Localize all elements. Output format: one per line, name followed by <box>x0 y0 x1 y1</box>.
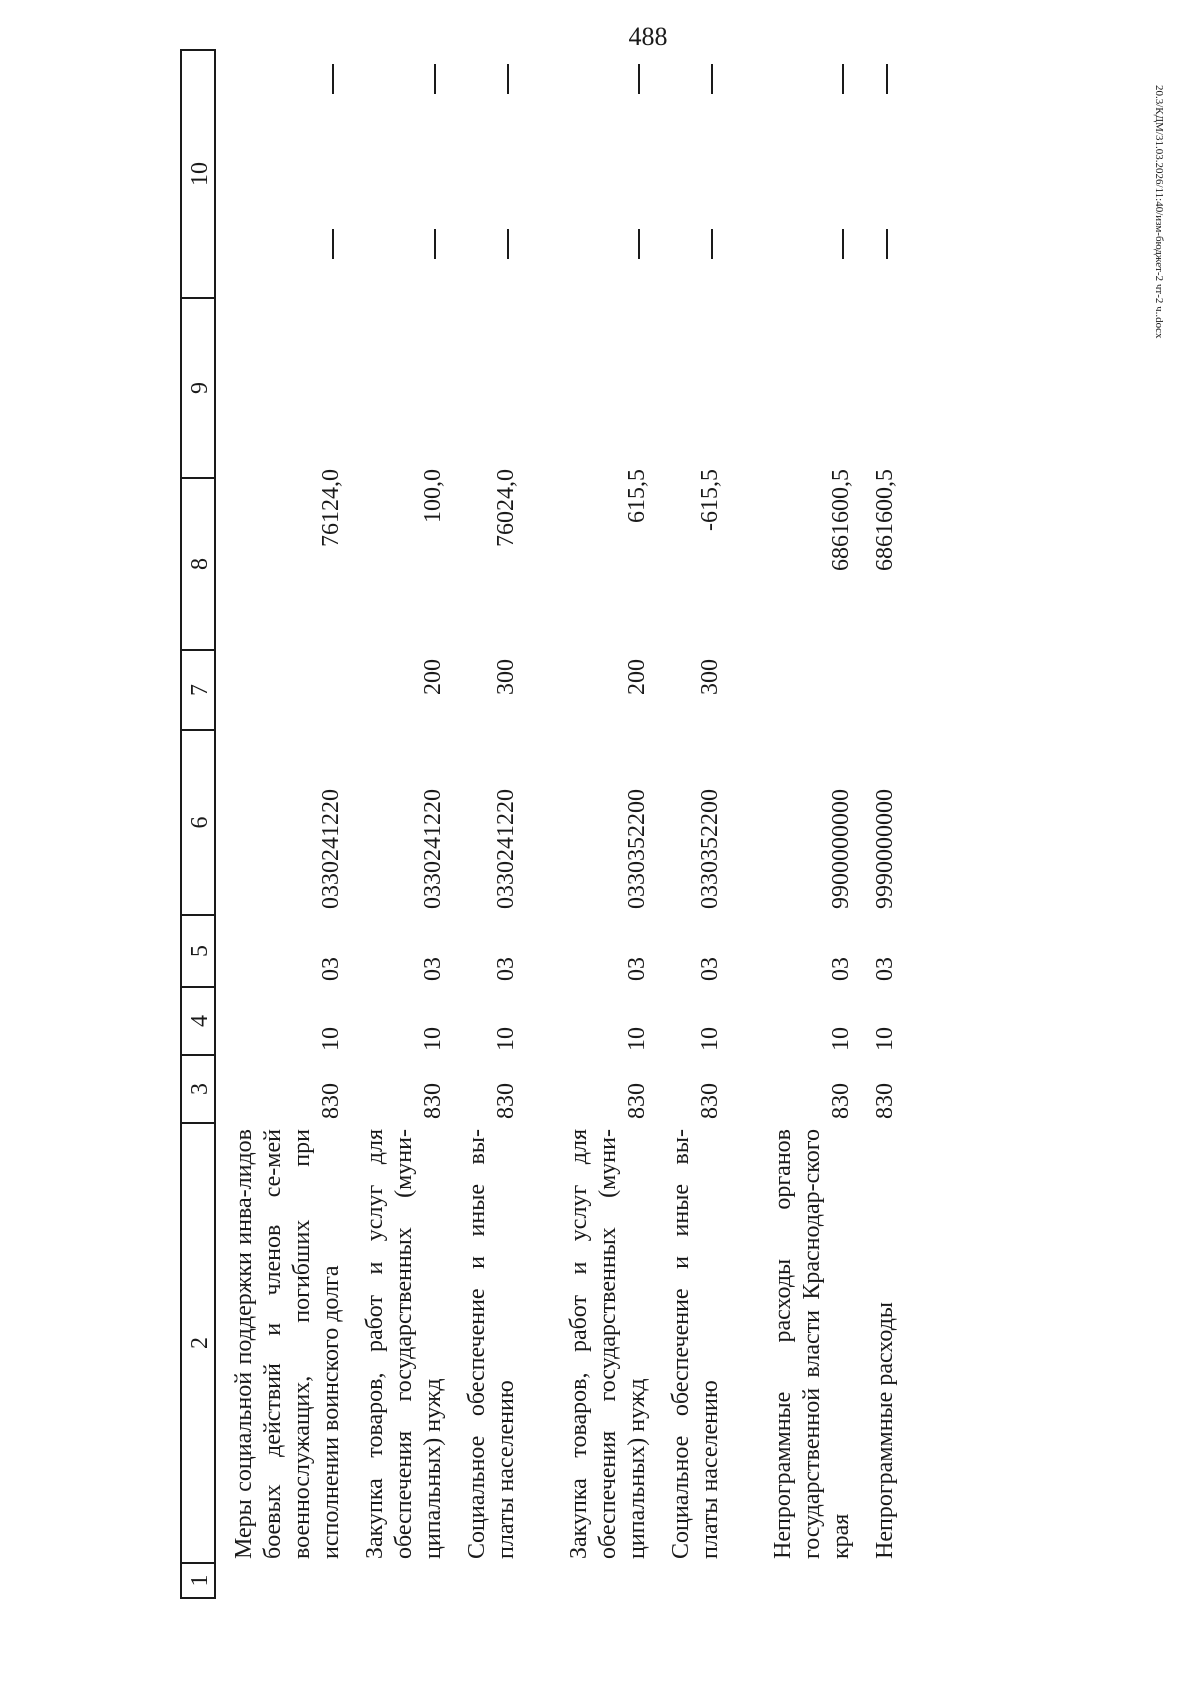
row-col-4: 10 <box>697 1027 723 1051</box>
table-left-border <box>180 1597 216 1599</box>
row-col-3: 830 <box>828 1083 854 1119</box>
row-col-8: 615,5 <box>624 469 650 523</box>
row-col-5: 03 <box>872 957 898 981</box>
row-col-10-dash <box>711 64 713 94</box>
row-description: Закупка товаров, работ и услуг для обеспечения государственных (муни-ципальных) нужд <box>566 1129 650 1559</box>
row-col-9-dash <box>842 229 844 259</box>
row-col-3: 830 <box>624 1083 650 1119</box>
row-col-7: 200 <box>624 659 650 695</box>
row-col-5: 03 <box>493 957 519 981</box>
page-number: 488 <box>628 22 668 51</box>
row-col-3: 830 <box>318 1083 344 1119</box>
row-col-9-dash <box>638 229 640 259</box>
row-col-6: 0330241220 <box>318 789 344 909</box>
row-col-3: 830 <box>697 1083 723 1119</box>
row-description: Непрограммные расходы <box>872 1301 898 1559</box>
row-col-4: 10 <box>624 1027 650 1051</box>
row-col-10-dash <box>507 64 509 94</box>
row-col-5: 03 <box>420 957 446 981</box>
row-description: Закупка товаров, работ и услуг для обеспечения государственных (муни-ципальных) нужд <box>362 1129 446 1559</box>
row-col-8: 6861600,5 <box>828 469 854 571</box>
header-col-6: 6 <box>180 731 216 916</box>
header-col-9: 9 <box>180 299 216 479</box>
row-col-8: 76124,0 <box>318 469 344 547</box>
row-col-4: 10 <box>493 1027 519 1051</box>
row-col-8: 76024,0 <box>493 469 519 547</box>
row-col-6: 9900000000 <box>828 789 854 909</box>
row-col-6: 9990000000 <box>872 789 898 909</box>
row-description: Социальное обеспечение и иные вы-платы населению <box>668 1129 723 1559</box>
header-col-7: 7 <box>180 651 216 731</box>
row-description: Меры социальной поддержки инва-лидов боевых действий и членов се-мей военнослужащих, погибших при исполнении воинского долга <box>231 1129 344 1559</box>
row-col-7: 300 <box>697 659 723 695</box>
row-col-4: 10 <box>318 1027 344 1051</box>
header-col-10: 10 <box>180 49 216 299</box>
document-footer: 20.3/КДМ/31.03.2026/11:40/изм-бюджет-2 чт-2 ч..docx <box>1153 85 1165 339</box>
header-col-3: 3 <box>180 1056 216 1124</box>
row-col-5: 03 <box>828 957 854 981</box>
row-col-9-dash <box>711 229 713 259</box>
row-col-9-dash <box>434 229 436 259</box>
header-col-4: 4 <box>180 988 216 1056</box>
row-col-8: -615,5 <box>697 469 723 531</box>
row-col-6: 0330241220 <box>420 789 446 909</box>
row-description: Непрограммные расходы органов государственной власти Краснодар-ского края <box>770 1129 854 1559</box>
row-col-7: 300 <box>493 659 519 695</box>
rotated-budget-table <box>180 49 1095 1599</box>
row-col-6: 0330352200 <box>697 789 723 909</box>
header-col-8: 8 <box>180 479 216 651</box>
header-col-2: 2 <box>180 1124 216 1564</box>
row-col-10-dash <box>886 64 888 94</box>
row-col-5: 03 <box>624 957 650 981</box>
row-col-9-dash <box>886 229 888 259</box>
row-col-10-dash <box>332 64 334 94</box>
row-col-8: 6861600,5 <box>872 469 898 571</box>
row-col-4: 10 <box>420 1027 446 1051</box>
row-description: Социальное обеспечение и иные вы-платы населению <box>464 1129 519 1559</box>
row-col-3: 830 <box>872 1083 898 1119</box>
row-col-8: 100,0 <box>420 469 446 523</box>
row-col-5: 03 <box>697 957 723 981</box>
row-col-5: 03 <box>318 957 344 981</box>
row-col-4: 10 <box>828 1027 854 1051</box>
row-col-9-dash <box>332 229 334 259</box>
row-col-9-dash <box>507 229 509 259</box>
row-col-4: 10 <box>872 1027 898 1051</box>
row-col-10-dash <box>434 64 436 94</box>
row-col-6: 0330241220 <box>493 789 519 909</box>
row-col-10-dash <box>638 64 640 94</box>
row-col-3: 830 <box>493 1083 519 1119</box>
header-col-1: 1 <box>180 1564 216 1599</box>
row-col-6: 0330352200 <box>624 789 650 909</box>
header-col-5: 5 <box>180 916 216 988</box>
row-col-10-dash <box>842 64 844 94</box>
row-col-3: 830 <box>420 1083 446 1119</box>
row-col-7: 200 <box>420 659 446 695</box>
